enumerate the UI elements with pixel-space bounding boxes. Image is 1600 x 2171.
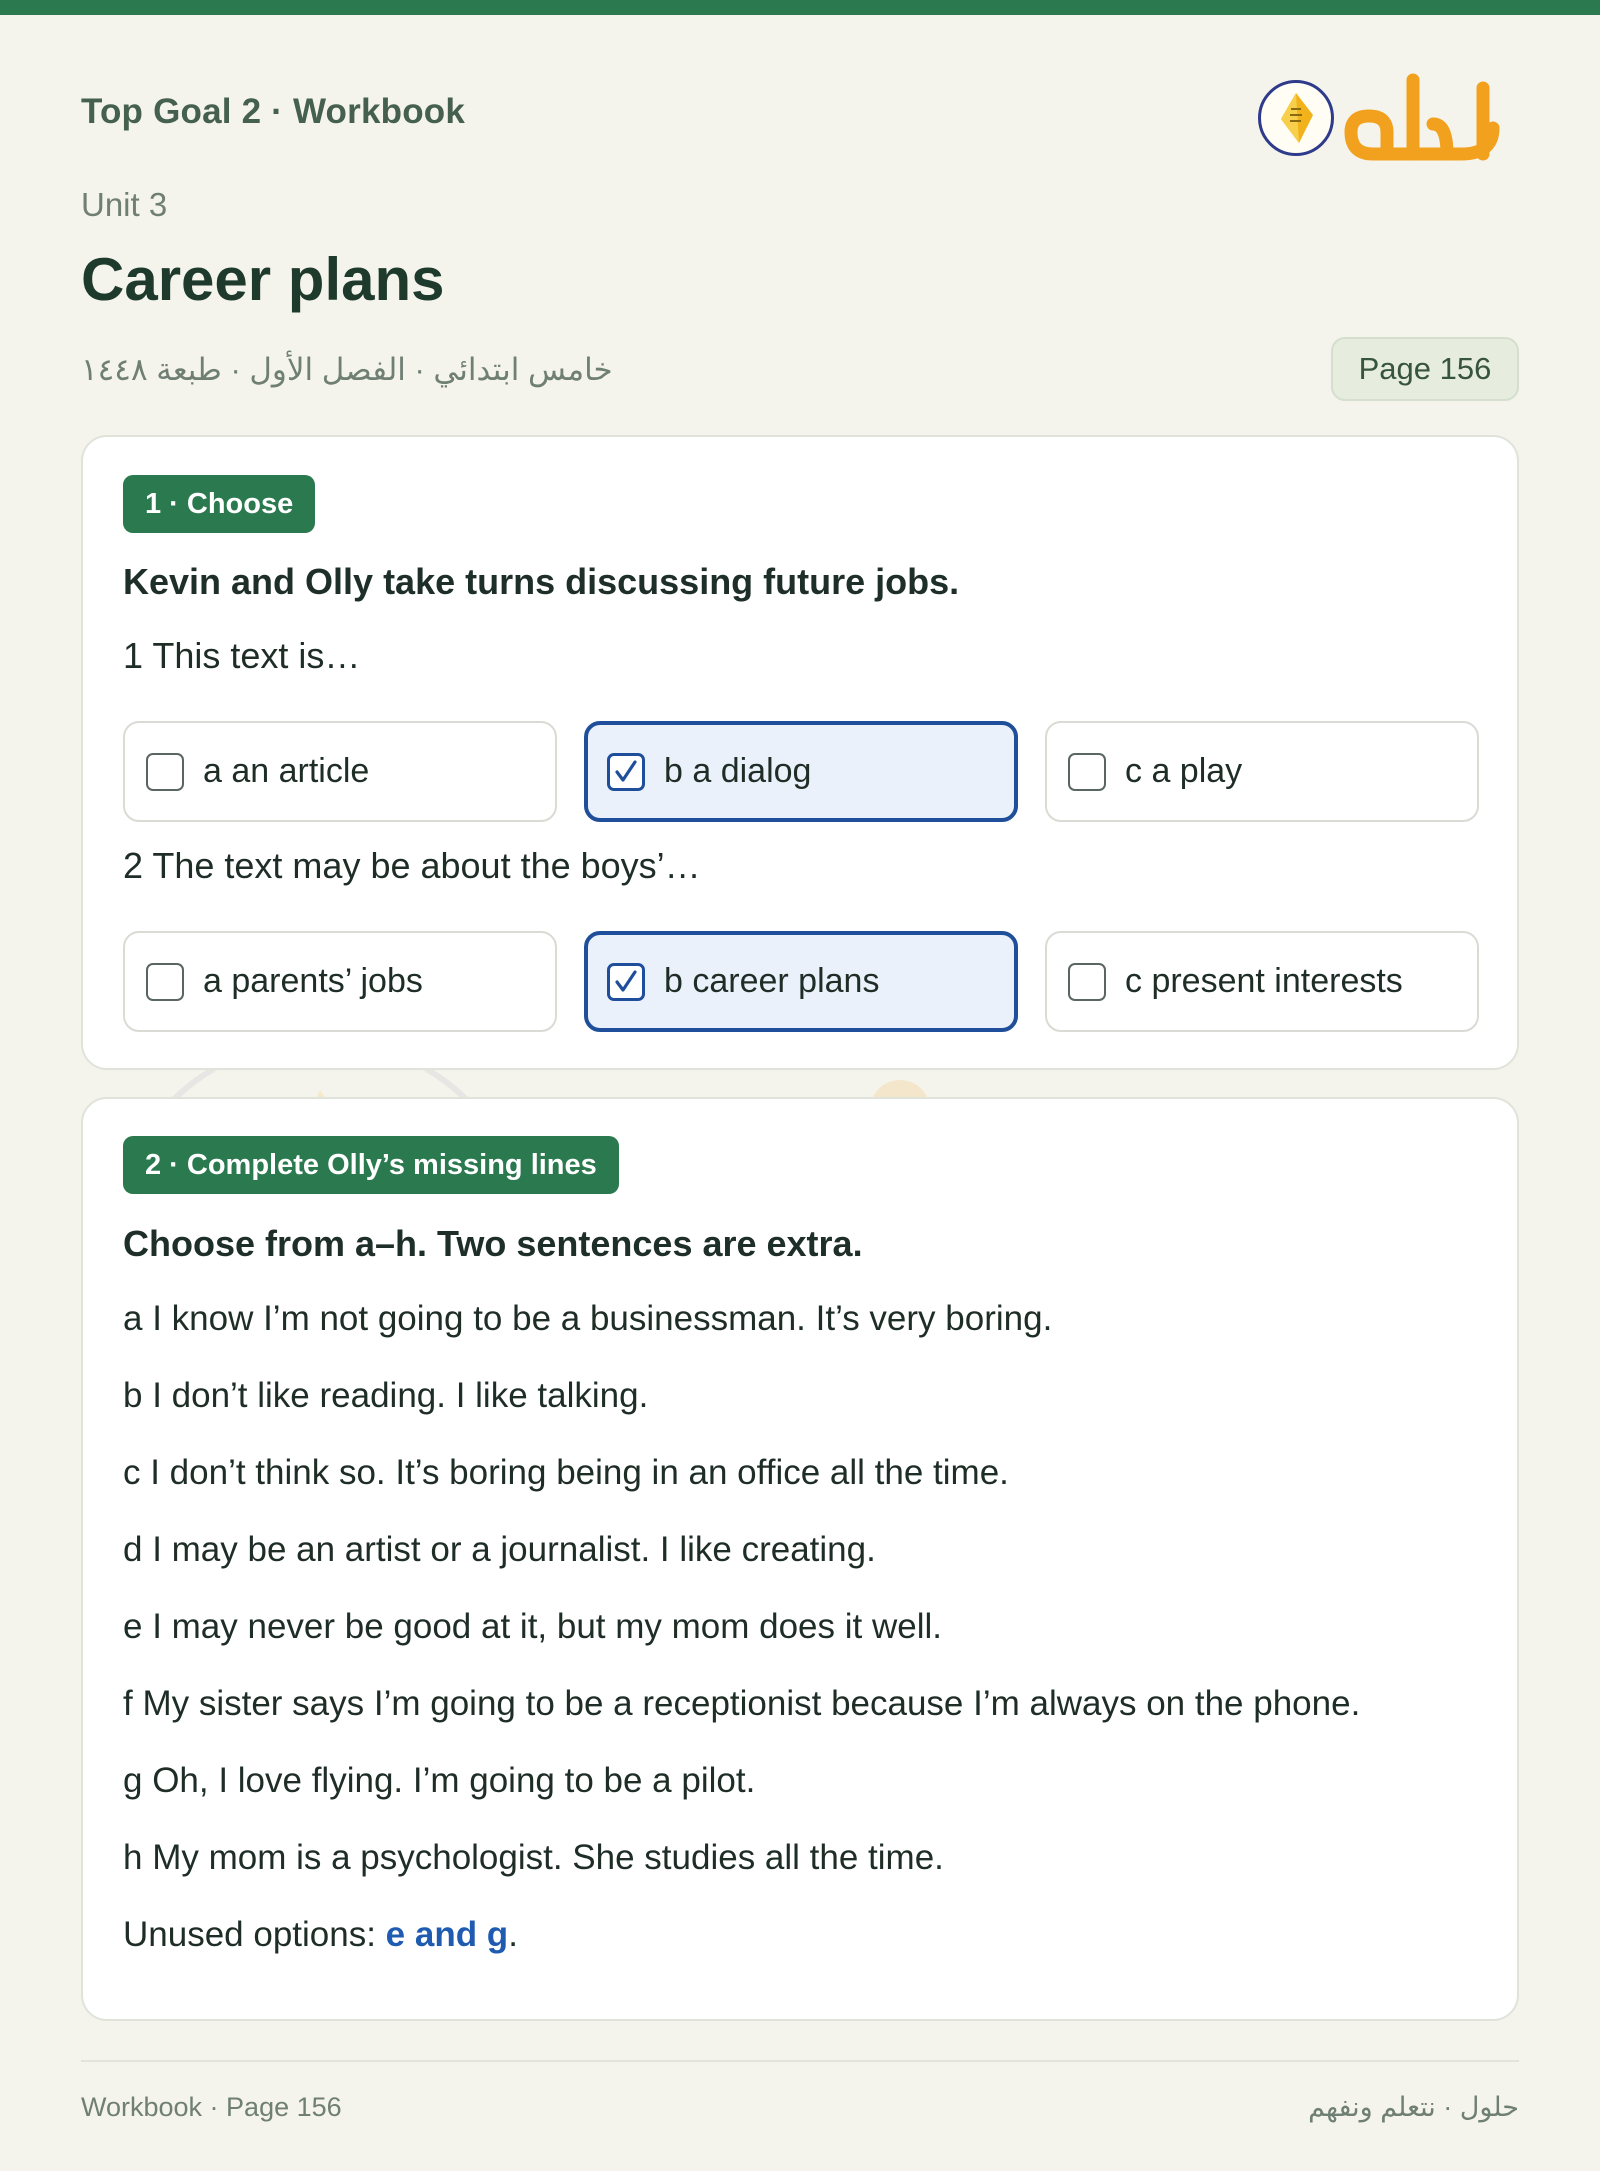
exercise-choose-card	[81, 435, 1519, 1070]
hulul-logo	[1258, 66, 1508, 166]
book-header	[81, 92, 465, 132]
q1-option-b[interactable]	[584, 721, 1018, 822]
exercise-badge: 2 · Complete Olly’s missing lines	[123, 1136, 619, 1194]
q1-option-c[interactable]	[1045, 721, 1479, 822]
option-label: c present interests	[1125, 962, 1403, 1000]
question-2-text: 2 The text may be about the boys’…	[123, 845, 701, 886]
unused-options-period: .	[508, 1915, 518, 1954]
checkbox-icon[interactable]	[146, 963, 184, 1001]
option-label: c a play	[1125, 752, 1243, 790]
q1-option-a[interactable]	[123, 721, 557, 822]
checked-checkbox-icon[interactable]	[607, 963, 645, 1001]
unit-label: Unit 3	[81, 186, 168, 223]
exercise-badge: 1 · Choose	[123, 475, 315, 533]
footer-brand-tagline: حلول · نتعلم ونفهم	[1308, 2092, 1519, 2122]
checkbox-icon[interactable]	[146, 753, 184, 791]
logo-wordmark	[1343, 58, 1503, 168]
grade-subtitle: خامس ابتدائي · الفصل الأول · طبعة ١٤٤٨	[81, 352, 613, 387]
footer-divider	[81, 2060, 1519, 2062]
option-label: a parents’ jobs	[203, 962, 423, 1000]
checkbox-icon[interactable]	[1068, 753, 1106, 791]
option-label: b a dialog	[664, 752, 812, 790]
sentence-option: b I don’t like reading. I like talking.	[123, 1376, 649, 1415]
unused-options-answer: e and g	[385, 1915, 509, 1954]
option-label: b career plans	[664, 962, 880, 1000]
option-label: a an article	[203, 752, 370, 790]
sentence-option: c I don’t think so. It’s boring being in an office all the time.	[123, 1453, 1009, 1492]
checkbox-icon[interactable]	[1068, 963, 1106, 1001]
sentence-option: g Oh, I love flying. I’m going to be a pilot.	[123, 1761, 756, 1800]
page-number-badge: Page 156	[1331, 337, 1519, 401]
q2-option-a[interactable]	[123, 931, 557, 1032]
sentence-option: h My mom is a psychologist. She studies all the time.	[123, 1838, 944, 1877]
exercise-complete-card	[81, 1097, 1519, 2021]
book-title: Top Goal 2 · Workbook	[81, 92, 466, 131]
exercise-instructions: Choose from a–h. Two sentences are extra.	[123, 1223, 863, 1264]
footer-page-label: Workbook · Page 156	[81, 2092, 342, 2122]
unused-options-line	[123, 1915, 518, 1955]
checked-checkbox-icon[interactable]	[607, 753, 645, 791]
sentence-option: f My sister says I’m going to be a receptionist because I’m always on the phone.	[123, 1684, 1361, 1723]
top-accent-bar	[0, 0, 1600, 15]
logo-emblem-icon	[1258, 80, 1334, 156]
q2-option-c[interactable]	[1045, 931, 1479, 1032]
sentence-option: d I may be an artist or a journalist. I like creating.	[123, 1530, 876, 1569]
question-1-text: 1 This text is…	[123, 635, 361, 676]
sentence-option: a I know I’m not going to be a businessman. It’s very boring.	[123, 1299, 1053, 1338]
sentence-option: e I may never be good at it, but my mom does it well.	[123, 1607, 942, 1646]
page-title: Career plans	[81, 246, 445, 313]
exercise-instructions: Kevin and Olly take turns discussing future jobs.	[123, 561, 960, 602]
unused-options-label: Unused options:	[123, 1915, 386, 1954]
q2-option-b[interactable]	[584, 931, 1018, 1032]
